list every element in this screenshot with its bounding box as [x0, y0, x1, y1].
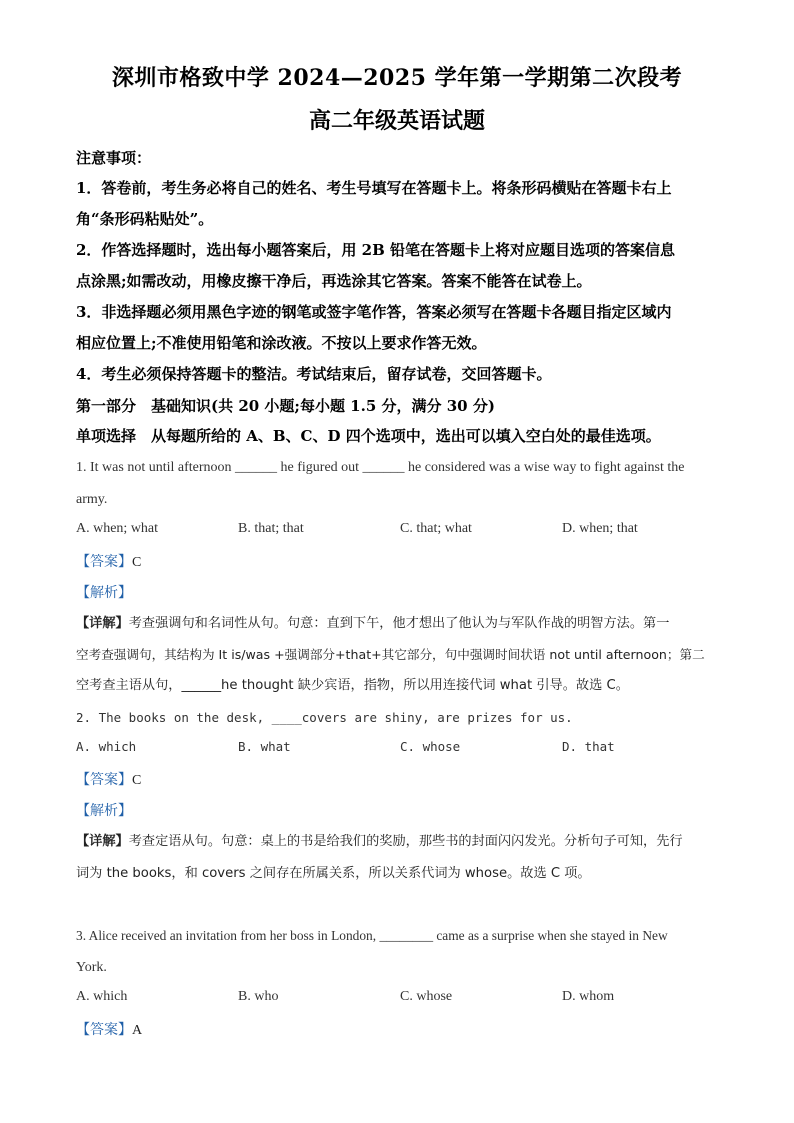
question-1-detail-line — [76, 614, 669, 634]
page-title: 深圳市格致中学 2024—2025 学年第一学期第二次段考 — [111, 65, 683, 91]
notice-line: 相应位置上;不准使用铅笔和涂改液。不按以上要求作答无效。 — [76, 334, 487, 352]
question-3-stem: 3. Alice received an invitation from her boss in London, ________ came as a surprise when she stayed in New — [76, 928, 668, 943]
question-2-option-c: C. whose — [400, 739, 461, 754]
answer-value: C — [132, 555, 142, 570]
page-subtitle: 高二年级英语试题 — [308, 108, 485, 134]
question-2-detail-line — [76, 832, 683, 852]
question-1-detail-line: 空考查强调句，其结构为 It is/was +强调部分+that+其它部分，句中强调时间状语 not until afternoon；第二 — [76, 647, 705, 662]
notice-line: 点涂黑;如需改动，用橡皮擦干净后，再选涂其它答案。答案不能答在试卷上。 — [76, 272, 592, 290]
question-3-option-b: B. who — [238, 989, 279, 1004]
question-1-option-b: B. that; that — [238, 521, 304, 536]
detail-text: 考查强调句和名词性从句。句意：直到下午，他才想出了他认为与军队作战的明智方法。第一 — [128, 616, 670, 631]
answer-value: A — [132, 1023, 143, 1038]
question-2-answer — [76, 770, 141, 791]
question-3-stem-cont: York. — [76, 960, 107, 975]
notice-line: 3．非选择题必须用黑色字迹的钢笔或签字笔作答，答案必须写在答题卡各题目指定区域内 — [76, 303, 672, 321]
notice-line: 2．作答选择题时，选出每小题答案后，用 2B 铅笔在答题卡上将对应题目选项的答案信息 — [76, 241, 676, 259]
detail-text: 考查定语从句。句意：桌上的书是给我们的奖励，那些书的封面闪闪发光。分析句子可知，先行 — [128, 834, 683, 849]
detail-label: 【详解】 — [76, 834, 129, 849]
question-3-option-d: D. whom — [562, 989, 615, 1004]
question-1-detail-line: 空考查主语从句，______he thought 缺少宾语，指物，所以用连接代词 what 引导。故选 C。 — [76, 678, 629, 693]
question-3-option-a: A. which — [76, 989, 128, 1004]
question-1-stem: 1. It was not until afternoon ______ he figured out ______ he considered was a wise way to fight against the — [76, 460, 685, 475]
question-1-answer — [76, 552, 141, 573]
question-3-answer — [76, 1020, 142, 1041]
answer-label: 【答案】 — [76, 554, 132, 570]
question-1-option-c: C. that; what — [400, 521, 472, 536]
question-1-option-a: A. when; what — [76, 521, 159, 536]
question-1-analysis-label: 【解析】 — [76, 585, 132, 601]
answer-value: C — [132, 773, 142, 788]
detail-label: 【详解】 — [76, 616, 129, 631]
question-2-analysis-label: 【解析】 — [76, 803, 132, 819]
section-part-heading: 第一部分 基础知识(共 20 小题;每小题 1.5 分，满分 30 分) — [76, 397, 495, 415]
section-instruction: 单项选择 从每题所给的 A、B、C、D 四个选项中，选出可以填入空白处的最佳选项。 — [76, 427, 661, 445]
notice-line: 4．考生必须保持答题卡的整洁。考试结束后，留存试卷，交回答题卡。 — [76, 365, 552, 383]
question-2-option-d: D. that — [562, 739, 615, 754]
notice-line: 角“条形码粘贴处”。 — [76, 210, 214, 228]
notice-line: 1．答卷前，考生务必将自己的姓名、考生号填写在答题卡上。将条形码横贴在答题卡右上 — [76, 179, 672, 197]
question-1-stem-cont: army. — [76, 492, 108, 507]
notice-heading: 注意事项： — [76, 149, 152, 167]
question-2-stem: 2. The books on the desk, ____covers are shiny, are prizes for us. — [76, 710, 573, 725]
question-3-option-c: C. whose — [400, 989, 453, 1004]
answer-label: 【答案】 — [76, 772, 132, 788]
question-2-option-a: A. which — [76, 739, 137, 754]
answer-label: 【答案】 — [76, 1022, 132, 1038]
question-2-option-b: B. what — [238, 739, 291, 754]
question-2-detail-line: 词为 the books，和 covers 之间存在所属关系，所以关系代词为 whose。故选 C 项。 — [76, 866, 591, 881]
question-1-option-d: D. when; that — [562, 521, 638, 536]
